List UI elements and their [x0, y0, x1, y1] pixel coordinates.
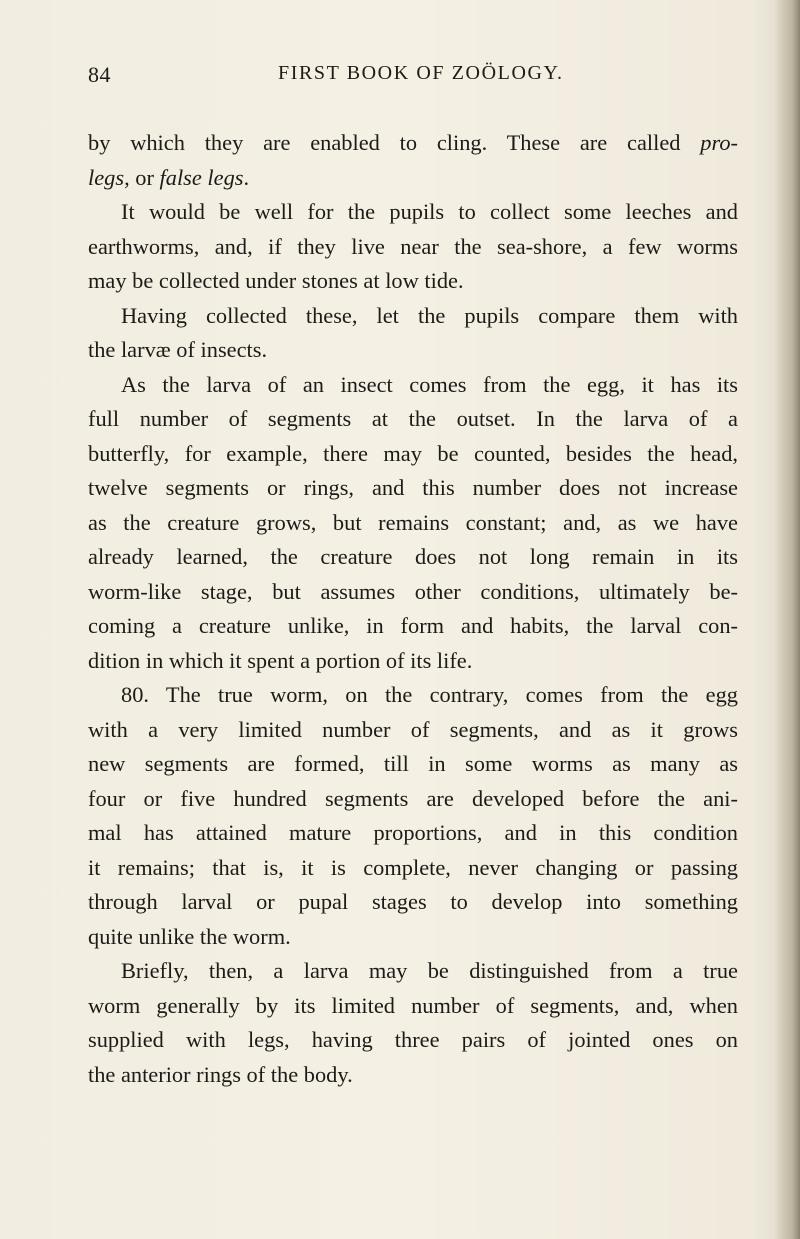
text-line-1-italic: pro- [700, 130, 738, 155]
text-line-26: worm generally by its limited number of segments, and, when [88, 992, 738, 1018]
text-line-19: new segments are formed, till in some worms as many as [88, 751, 738, 776]
page-header [88, 62, 708, 92]
text-line-8: As the larva of an insect comes from the egg, it has its [121, 371, 738, 397]
text-line-2 [88, 161, 738, 196]
text-line-18: with a very limited number of segments, and as it grows [88, 716, 738, 742]
text-line-25: Briefly, then, a larva may be distinguished from a true [121, 958, 738, 983]
text-line-7: the larvæ of insects. [88, 337, 268, 362]
text-line-11: twelve segments or rings, and this number does not increase [88, 475, 738, 500]
text-line-22: it remains; that is, it is complete, never changing or passing [88, 854, 738, 880]
text-line-9: full number of segments at the outset. In the larva of a [88, 406, 738, 431]
text-line-27: supplied with legs, having three pairs of jointed ones on [88, 1027, 738, 1052]
text-line-17: 80. The true worm, on the contrary, comes from the egg [121, 682, 738, 707]
text-line-24: quite unlike the worm. [88, 923, 291, 949]
text-line-6: Having collected these, let the pupils compare them with [121, 302, 738, 328]
text-line-2-or: , or [124, 164, 160, 190]
text-line-16: dition in which it spent a portion of its life. [88, 647, 473, 673]
text-line-1 [88, 126, 738, 161]
page-edge-shadow [774, 0, 800, 1239]
text-line-21: mal has attained mature proportions, and in this condition [88, 820, 738, 845]
text-line-15: coming a creature unlike, in form and habits, the larval con- [88, 613, 738, 638]
term-false-legs: false legs [159, 164, 244, 190]
text-line-12: as the creature grows, but remains constant; and, as we have [88, 509, 738, 535]
text-line-20: four or five hundred segments are developed before the ani- [88, 785, 738, 811]
text-line-1-roman: by which they are enabled to cling. These are called [88, 130, 701, 155]
text-line-3: It would be well for the pupils to collect some leeches and [121, 199, 738, 224]
text-line-5: may be collected under stones at low tide. [88, 268, 464, 293]
running-head: FIRST BOOK OF ZOÖLOGY. [278, 62, 564, 84]
text-line-10: butterfly, for example, there may be counted, besides the head, [88, 440, 738, 466]
text-line-14: worm-like stage, but assumes other conditions, ultimately be- [88, 578, 738, 604]
text-line-4: earthworms, and, if they live near the sea-shore, a few worms [88, 233, 738, 259]
term-prolegs: legs [88, 164, 125, 190]
text-line-28: the anterior rings of the body. [88, 1061, 353, 1087]
text-line-13: already learned, the creature does not long remain in its [88, 544, 738, 569]
text-line-2-period: . [243, 164, 250, 190]
page-number: 84 [88, 62, 111, 87]
body-text [88, 126, 738, 1092]
text-line-23: through larval or pupal stages to develop into something [88, 889, 738, 914]
